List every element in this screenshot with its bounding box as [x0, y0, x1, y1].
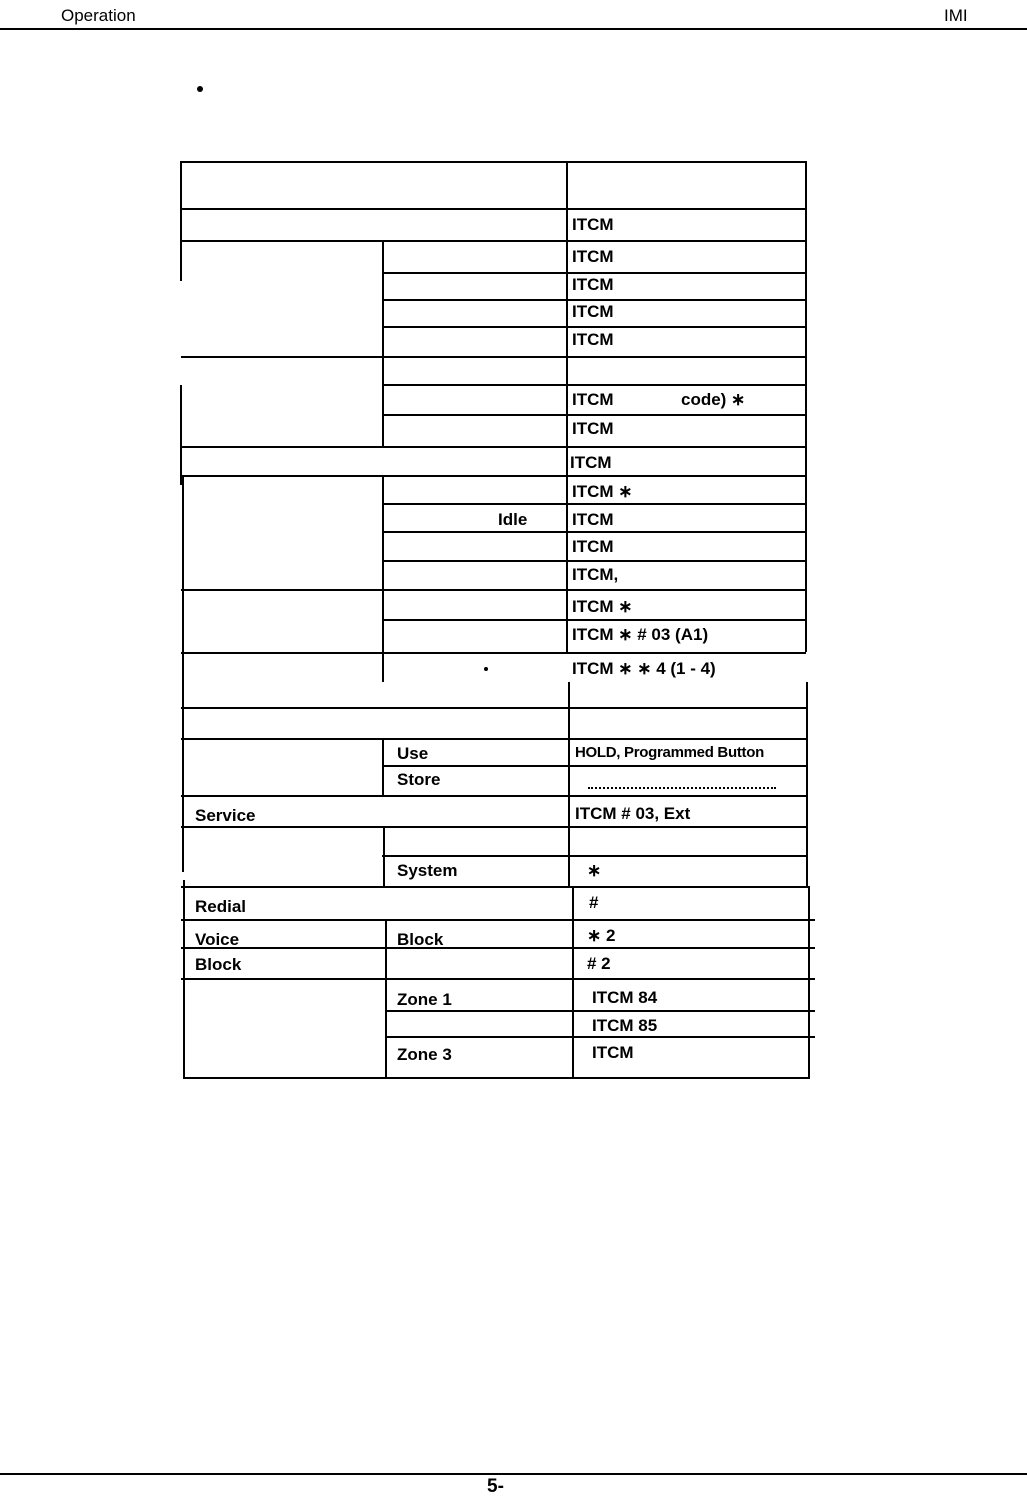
table-rule	[382, 240, 384, 446]
code-cell: # 2	[587, 954, 611, 973]
table-rule	[382, 272, 806, 274]
feature-label: Service	[195, 806, 256, 825]
header-brand: IMI	[944, 6, 968, 25]
table-rule	[385, 1036, 815, 1038]
code-cell: ITCM ∗	[572, 597, 633, 616]
feature-label: Zone 1	[397, 990, 452, 1009]
code-cell: ITCM,	[572, 565, 619, 584]
table-rule	[382, 738, 384, 795]
feature-label: Voice	[195, 930, 240, 949]
table-rule	[382, 531, 806, 533]
code-cell: ITCM ∗ ∗ 4 (1 - 4)	[572, 659, 716, 678]
page-number: 5-	[487, 1476, 504, 1497]
table-rule	[183, 880, 185, 1078]
code-cell: ITCM ∗ # 03 (A1)	[572, 625, 709, 644]
table-rule	[382, 299, 806, 301]
table-rule	[566, 161, 568, 652]
table-rule	[181, 738, 808, 740]
feature-label: Store	[397, 770, 441, 789]
table-rule	[181, 240, 806, 242]
table-rule	[181, 446, 806, 448]
table-rule	[180, 385, 182, 485]
code-cell: ITCM	[572, 275, 614, 294]
footer-rule	[0, 1473, 1027, 1475]
table-rule	[385, 1010, 815, 1012]
table-rule	[182, 476, 184, 872]
feature-label: Idle	[498, 510, 528, 529]
table-rule	[808, 886, 810, 1079]
table-rule	[382, 384, 806, 386]
code-cell: ITCM	[592, 1043, 634, 1062]
code-cell: ∗	[587, 861, 602, 880]
table-rule	[183, 1077, 809, 1079]
table-rule	[181, 475, 806, 477]
table-rule	[181, 161, 806, 163]
code-cell: ITCM	[572, 510, 614, 529]
header-section-title: Operation	[61, 6, 136, 25]
table-rule	[181, 795, 808, 797]
code-cell: ITCM	[572, 390, 614, 409]
table-rule	[385, 919, 387, 1079]
table-rule	[181, 356, 806, 358]
table-rule	[382, 855, 808, 857]
feature-label: System	[397, 861, 458, 880]
table-rule	[181, 947, 815, 949]
table-rule	[180, 161, 182, 281]
code-cell: ∗ 2	[587, 926, 616, 945]
table-rule	[181, 919, 815, 921]
code-cell: #	[589, 893, 599, 912]
code-cell: ITCM	[572, 330, 614, 349]
feature-label: Use	[397, 744, 429, 763]
code-cell: ITCM	[570, 453, 612, 472]
table-rule	[382, 560, 806, 562]
code-cell: ITCM	[572, 302, 614, 321]
code-cell: ITCM ∗	[572, 482, 633, 501]
table-rule	[383, 826, 385, 886]
code-cell: ITCM 85	[592, 1016, 658, 1035]
bullet-mark	[484, 667, 488, 671]
table-rule	[382, 326, 806, 328]
code-cell: code) ∗	[681, 390, 746, 409]
table-rule	[181, 208, 806, 210]
table-rule	[806, 682, 808, 887]
table-rule	[181, 886, 808, 888]
table-rule	[181, 589, 806, 591]
table-rule	[568, 682, 570, 887]
table-rule	[382, 475, 384, 682]
code-cell: ITCM	[572, 537, 614, 556]
table-rule	[805, 161, 807, 652]
table-rule	[181, 826, 808, 828]
code-cell: ITCM	[572, 247, 614, 266]
code-cell: ITCM	[572, 215, 614, 234]
table-rule	[382, 503, 806, 505]
feature-label: Block	[397, 930, 444, 949]
code-cell: ITCM	[572, 419, 614, 438]
code-cell: HOLD, Programmed Button	[575, 744, 764, 761]
table-rule	[382, 414, 806, 416]
code-cell: ITCM 84	[592, 988, 658, 1007]
feature-label: Zone 3	[397, 1045, 452, 1064]
table-rule	[181, 652, 806, 654]
table-rule	[181, 978, 815, 980]
feature-label: Block	[195, 955, 242, 974]
code-cell: ITCM # 03, Ext	[575, 804, 691, 823]
table-rule	[572, 886, 574, 1079]
cut-off-text	[588, 785, 776, 789]
table-rule	[181, 707, 808, 709]
table-rule	[382, 619, 806, 621]
feature-label: Redial	[195, 897, 247, 916]
table-rule	[382, 765, 808, 767]
